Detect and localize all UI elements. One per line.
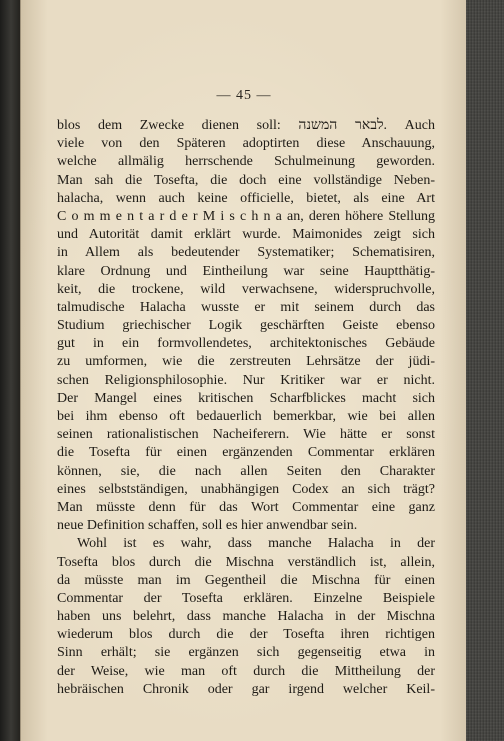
text-line: blos dem Zwecke dienen soll: לבאר המשנה. Auch [57,118,435,133]
text-line: seinen rationalistischen Nacheiferern. Wie hätte er sonst [57,427,435,443]
text-line: haben uns belehrt, dass manche Halacha in der Mischna [57,609,435,625]
text-line: in Allem als bedeutender Systematiker; Schematisiren, [57,245,435,261]
text-line: Wohl ist es wahr, dass manche Halacha in der [77,536,435,552]
text-line: welche allmälig herrschende Schulmeinung geworden. [57,154,435,170]
text-line: da müsste man im Gegentheil die Mischna für einen [57,572,435,588]
body-text [57,117,435,699]
text-line: Sinn erhält; sie ergänzen sich gegenseitig etwa in [57,645,435,661]
text-line: können, sie, die nach allen Seiten den Charakter [57,463,435,479]
text-line: die Tosefta für einen ergänzenden Commentar erklären [57,445,435,461]
text-line: Commentar der Tosefta erklären. Einzelne Beispiele [57,590,435,606]
text-line: eines selbstständigen, unabhängigen Codex an sich trägt? [57,481,435,497]
text-line: hebräischen Chronik oder gar irgend welcher Keil- [57,681,435,697]
text-line: halacha, wenn auch keine officielle, bietet, als eine Art [57,190,435,206]
text-line: viele von den Späteren adoptirten diese Anschauung, [57,136,435,152]
text-line: gut in ein formvollendetes, architektonisches Gebäude [57,336,435,352]
text-line: C o m m e n t a r d e r M i s c h n a an, deren höhere Stellung [57,208,435,224]
text-line: Der Mangel eines kritischen Scharfblickes macht sich [57,390,435,406]
text-line: keit, die trockene, wild verwachsene, widerspruchvolle, [57,281,435,297]
text-line: bei ihm ebenso oft bedauerlich bemerkbar, wie bei allen [57,409,435,424]
text-line: der Weise, wie man oft durch die Mittheilung der [57,663,435,679]
text-line: Man sah die Tosefta, die doch eine vollständige Neben- [57,172,435,188]
text-line: Studium griechischer Logik geschärften Geiste ebenso [57,318,435,334]
book-page [20,0,467,741]
text-line: Man müsste denn für das Wort Commentar eine ganz [57,499,435,515]
text-line: schen Religionsphilosophie. Nur Kritiker war er nicht. [57,372,435,388]
text-line: Tosefta blos durch die Mischna verständlich ist, allein, [57,554,435,570]
text-line: klare Ordnung und Eintheilung war seine Hauptthätig- [57,263,435,279]
text-line: zu umformen, wie die zerstreuten Lehrsätze der jüdi- [57,354,435,370]
text-line: wiederum blos durch die der Tosefta ihren richtigen [57,627,435,643]
text-line: neue Definition schaffen, soll es hier anwendbar sein. [57,518,358,534]
book-cover-edge [466,0,504,741]
text-line: und Autorität damit erklärt wurde. Maimonides zeigt sich [57,227,435,243]
text-line: talmudische Halacha wusste er mit seinem durch das [57,299,435,315]
page-number: — 45 — [216,88,272,103]
book-binding [0,0,20,741]
